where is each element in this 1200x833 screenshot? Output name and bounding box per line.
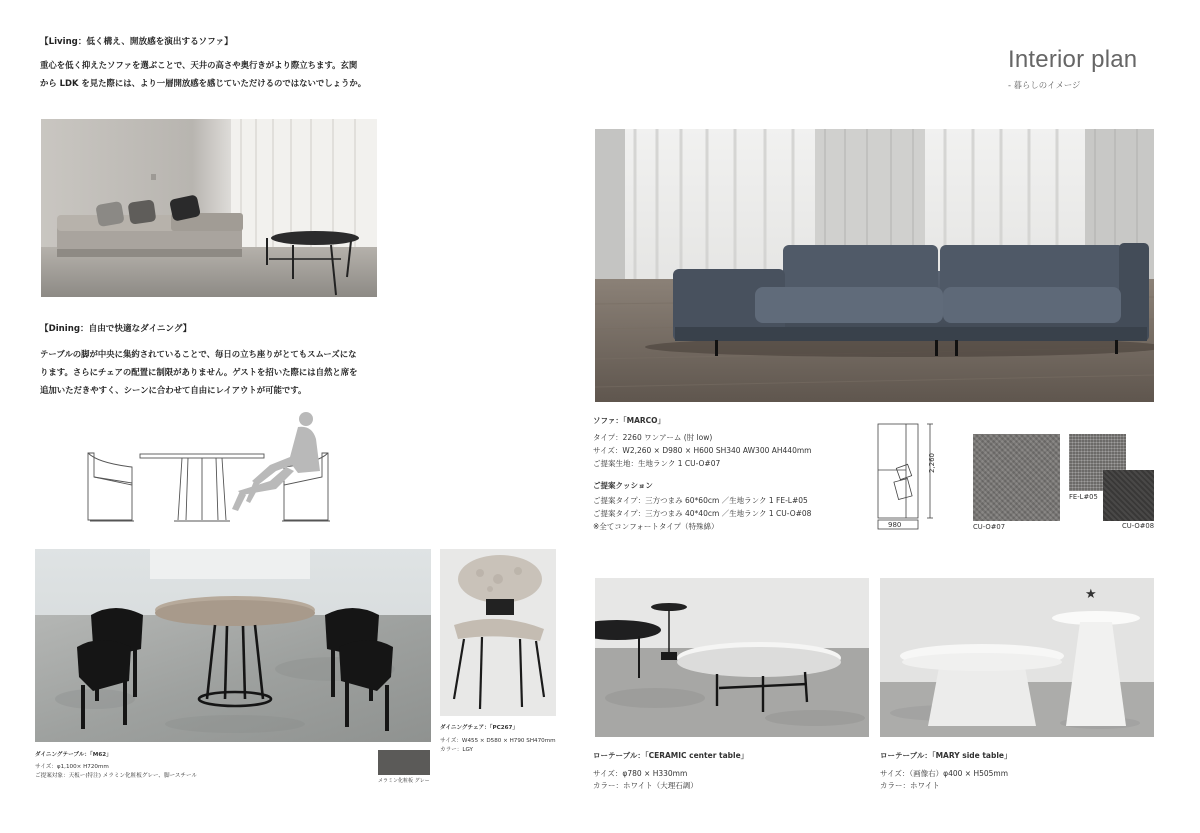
dining-chair-label: ダイニングチェア：「PC267」 [440,725,518,731]
sofa-plan-drawing [876,422,940,532]
sofa-size: サイズ：W2,260 × D980 × H600 SH340 AW300 AH440mm [593,446,812,455]
living-body [40,56,366,92]
living-heading: 【Living：低く構え、開放感を演出するソファ】 [40,37,233,47]
fabric-swatch-cu-o08 [1103,470,1154,521]
sofa-type: タイプ：2260 ワンアーム (肘 low) [593,433,713,442]
cushion-spec-1: ご提案タイプ：三方つまみ 60*60cm ／生地ランク 1 FE-L#05 [593,496,808,505]
ceramic-table-label: ローテーブル：「CERAMIC center table」 [593,751,749,760]
dining-table-spec: ご提案対象：天板ー(特注) メラミン化粧板グレー、脚ースチール [35,773,198,779]
dining-chair-color: カラー：LGY [440,747,473,753]
mary-table-photo [880,578,1154,737]
dining-chair-size: サイズ：W455 × D580 × H790 SH470mm [440,738,556,744]
sofa-fabric: ご提案生地：生地ランク 1 CU-O#07 [593,459,721,468]
fabric-swatch-cu-o07 [973,434,1060,521]
mary-table-color: カラー：ホワイト [880,781,940,790]
sofa-marco-photo [595,129,1154,402]
dining-body [40,345,358,399]
living-body-line1: 重心を低く抑えたソファを選ぶことで、天井の高さや奥行きがより際立ちます。玄関 [40,60,358,70]
ceramic-table-color: カラー：ホワイト（大理石調） [593,781,698,790]
ceramic-table-size: サイズ：φ780 × H330mm [593,769,688,778]
melamine-grey-swatch [378,750,430,775]
swatch-label-cu-o07: CU-O#07 [973,523,1006,531]
dining-table-photo [35,549,431,742]
living-room-photo [41,119,377,297]
sofa-width-dimension: 2,260 [928,452,937,474]
sofa-depth-dimension: 980 [888,521,902,529]
mary-table-size: サイズ：（画像右）φ400 × H505mm [880,769,1009,778]
page-title: Interior plan [1008,46,1138,73]
cushion-spec-2: ご提案タイプ：三方つまみ 40*40cm ／生地ランク 1 CU-O#08 [593,509,812,518]
cushion-heading: ご提案クッション [593,481,653,490]
dining-heading: 【Dining：自由で快適なダイニング】 [40,324,192,334]
living-body-line2: から LDK を見た際には、より一層開放感を感じていただけるのではないでしょうか。 [40,78,367,88]
melamine-swatch-label: メラミン化粧板 グレー [378,778,430,784]
dining-body-line3: 追加いただきやすく、シーンに合わせて自由にレイアウトが可能です。 [40,385,307,395]
page-subtitle: - 暮らしのイメージ [1008,80,1081,90]
ceramic-table-photo [595,578,869,737]
dining-chair-photo [440,549,556,716]
dining-table-label: ダイニングテーブル：「M62」 [35,752,112,758]
swatch-label-cu-o08: CU-O#08 [1122,522,1155,530]
dining-body-line2: ります。さらにチェアの配置に制限がありません。ゲストを招いた際には自然と席を [40,367,358,377]
swatch-label-fe-l05: FE-L#05 [1069,493,1098,501]
sofa-label: ソファ：「MARCO」 [593,416,666,425]
dining-table-size: サイズ：φ1,100× H720mm [35,764,109,770]
mary-table-label: ローテーブル：「MARY side table」 [880,751,1012,760]
dining-elevation-drawing [80,405,336,523]
star-icon: ★ [1085,587,1097,602]
comfort-note: ※全てコンフォートタイプ（特殊綿） [593,522,719,531]
dining-body-line1: テーブルの脚が中央に集約されていることで、毎日の立ち座りがとてもスムーズにな [40,349,357,359]
